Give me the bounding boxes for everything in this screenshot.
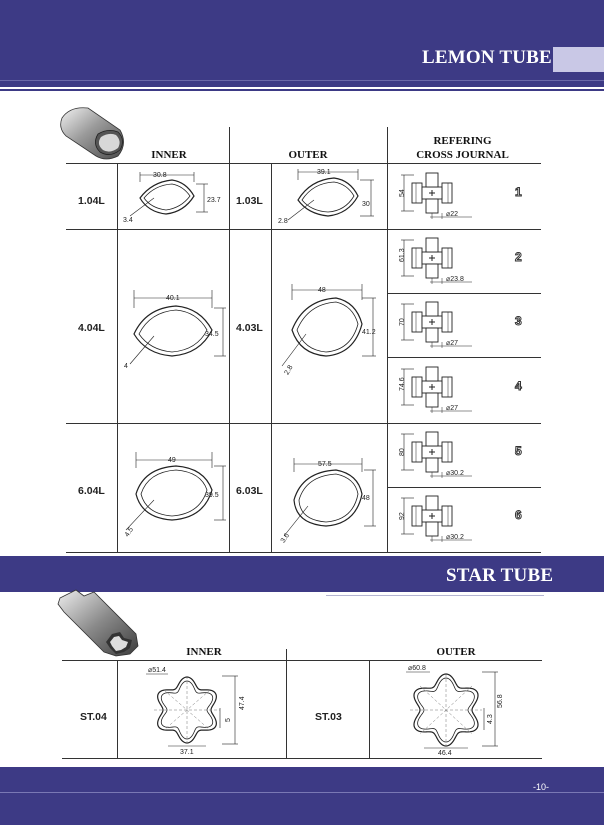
lemon-profile-drawing [276,166,384,226]
row-code-inner: 4.04L [78,322,105,334]
row-code-outer: 4.03L [236,322,263,334]
dim-height: 34.5 [205,331,219,338]
lemon-table-row2-rule [66,423,541,424]
dim-thickness: 3.6 [279,532,292,545]
dim-thickness: 4 [124,363,128,370]
dim-thickness: 2.8 [283,364,295,377]
dim-thickness: 2.8 [278,218,288,225]
lemon-tube-photo [58,104,132,164]
journal-length: 80 [399,448,406,456]
dim-thickness: 3.4 [123,217,133,224]
dim-diameter: ⌀51.4 [148,667,166,674]
lemon-header-refer-1: REFERING [433,135,492,147]
lemon-vline-4 [387,127,388,552]
journal-diameter: ⌀27 [446,340,459,347]
title-tab [553,47,604,72]
star-code-inner: ST.04 [80,711,107,723]
star-vline-3 [369,660,370,758]
journal-length: 61.3 [399,248,406,262]
lemon-table-row1-rule [66,229,541,230]
star-tube-photo [54,588,144,660]
header-underline [0,89,604,91]
section-title-star: STAR TUBE [446,565,554,586]
journal-diameter: ⌀30.2 [446,470,464,477]
journal-number: 1 [515,185,522,199]
section-title-lemon: LEMON TUBE [422,47,552,68]
journal-number: 2 [515,250,522,264]
cross-journal-drawing [392,296,472,356]
lemon-table-bottom-rule [66,552,541,553]
dim-width: 37.1 [180,749,194,756]
cross-journal-drawing [392,166,472,228]
row-code-inner: 1.04L [78,195,105,207]
lemon-profile-drawing [120,288,228,372]
star-profile-drawing [398,660,522,756]
row-code-outer: 1.03L [236,195,263,207]
lemon-profile-drawing [276,456,384,546]
row-code-outer: 6.03L [236,485,263,497]
star-vline-2 [286,649,287,758]
dim-height: 56.8 [497,694,504,708]
journal-number: 4 [515,379,522,393]
star-header-inner: INNER [186,646,222,658]
page-number: -10- [533,782,550,792]
lemon-profile-drawing [120,450,228,540]
journal-number: 6 [515,508,522,522]
journal-length: 92 [399,512,406,520]
journal-diameter: ⌀30.2 [446,534,464,541]
journal-rule-3 [387,487,541,488]
journal-number: 3 [515,314,522,328]
dim-diameter: ⌀60.8 [408,665,426,672]
dim-width: 57.5 [318,461,332,468]
dim-height: 23.7 [207,197,221,204]
lemon-vline-3 [271,163,272,552]
dim-width: 46.4 [438,750,452,757]
lemon-header-outer: OUTER [288,149,328,161]
lemon-table-top-rule [66,163,541,164]
lemon-header-refer-2: CROSS JOURNAL [416,149,509,161]
journal-diameter: ⌀22 [446,211,459,218]
lemon-profile-drawing [276,282,384,378]
dim-width: 49 [168,457,176,464]
dim-height: 48 [362,495,370,502]
dim-width: 40.1 [166,295,180,302]
star-header-outer: OUTER [436,646,476,658]
row-code-inner: 6.04L [78,485,105,497]
journal-length: 74.6 [399,377,406,391]
dim-height: 41.2 [362,329,376,336]
dim-height: 47.4 [239,696,246,710]
journal-number: 5 [515,444,522,458]
footer-band [0,767,604,825]
lemon-vline-1 [117,163,118,552]
dim-thickness: 4.5 [123,526,136,539]
header-rule [0,80,604,81]
cross-journal-drawing [392,426,472,486]
cross-journal-drawing [392,490,472,550]
journal-rule-1 [387,293,541,294]
star-profile-drawing [140,662,260,756]
star-code-outer: ST.03 [315,711,342,723]
star-band-rule [326,595,544,596]
lemon-vline-2 [229,127,230,552]
lemon-profile-drawing [120,168,220,226]
dim-height: 39.5 [205,492,219,499]
lemon-header-inner: INNER [151,149,187,161]
footer-rule [0,792,604,793]
dim-width: 30.8 [153,172,167,179]
cross-journal-drawing [392,232,472,292]
star-table-bottom-rule [62,758,542,759]
dim-width: 39.1 [317,169,331,176]
header-band [0,0,604,87]
journal-length: 70 [399,318,406,326]
dim-thickness: 5 [225,718,232,722]
journal-rule-2 [387,357,541,358]
dim-width: 48 [318,287,326,294]
journal-length: 54 [399,189,406,197]
dim-thickness: 4.3 [487,714,494,724]
journal-diameter: ⌀27 [446,405,459,412]
star-vline-1 [117,660,118,758]
journal-diameter: ⌀23.8 [446,276,464,283]
cross-journal-drawing [392,360,472,422]
dim-height: 30 [362,201,370,208]
